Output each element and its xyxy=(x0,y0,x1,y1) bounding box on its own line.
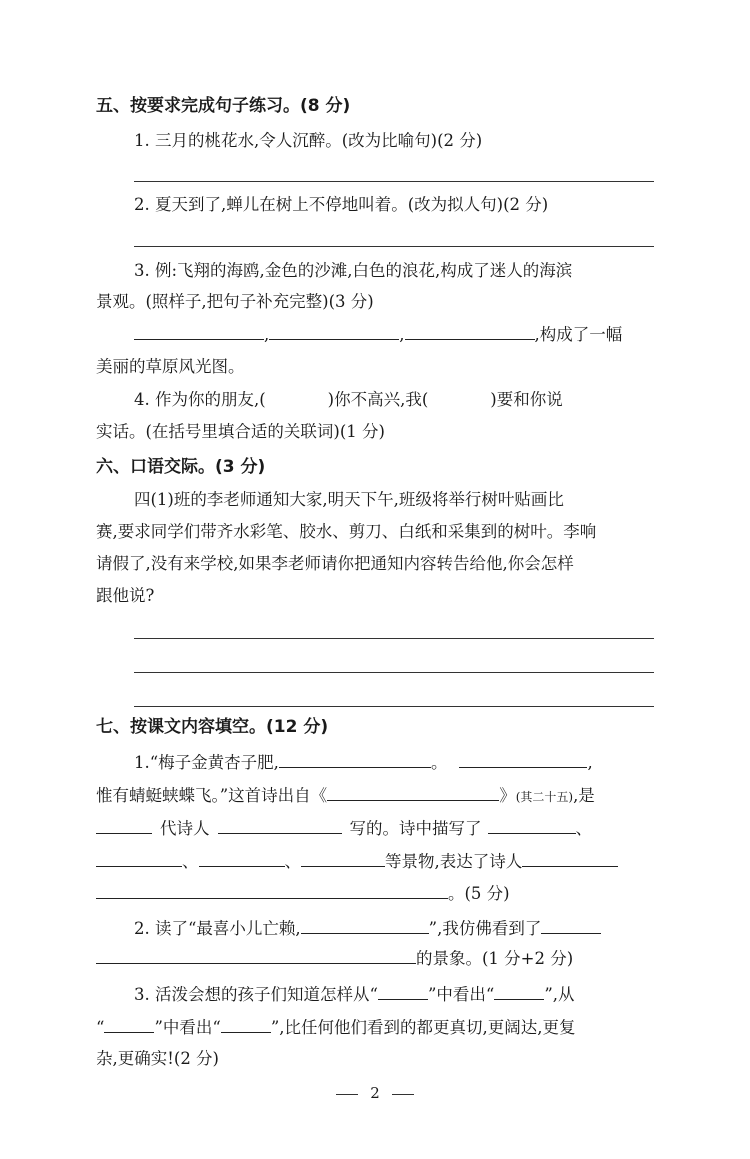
s6-paragraph-line-4: 跟他说? xyxy=(96,586,155,605)
s7-q1-emotion-blank-1[interactable] xyxy=(522,851,618,867)
section-5-title: 五、按要求完成句子练习。(8 分) xyxy=(96,96,351,116)
s7-q1-line-5: 。(5 分) xyxy=(96,883,510,905)
s7-q1-blank-2[interactable] xyxy=(459,752,587,768)
s5-q3-blank-1[interactable] xyxy=(134,324,264,340)
s7-q1-scene-blank-3[interactable] xyxy=(199,851,285,867)
s6-answer-line-1[interactable] xyxy=(134,638,654,639)
s7-q1-emotion-blank-2[interactable] xyxy=(96,883,448,899)
s7-q1-line-4: 、 、 等景物,表达了诗人 xyxy=(96,851,618,873)
s7-q1-dynasty-blank[interactable] xyxy=(96,818,152,834)
s6-answer-line-3[interactable] xyxy=(134,706,654,707)
s5-question-3-line-2: 景观。(照样子,把句子补充完整)(3 分) xyxy=(96,292,374,311)
section-7-title: 七、按课文内容填空。(12 分) xyxy=(96,717,329,737)
s7-q2-blank-1[interactable] xyxy=(301,918,429,934)
s6-paragraph-line-3: 请假了,没有来学校,如果李老师请你把通知内容转告给他,你会怎样 xyxy=(96,554,574,573)
s7-q3-line-3: 杂,更确实!(2 分) xyxy=(96,1049,219,1068)
s5-q3-blank-3[interactable] xyxy=(405,324,535,340)
s5-question-1: 1. 三月的桃花水,令人沉醉。(改为比喻句)(2 分) xyxy=(134,131,483,150)
s7-q2-blank-3[interactable] xyxy=(96,948,416,964)
s5-question-3-line-4: 美丽的草原风光图。 xyxy=(96,357,245,376)
s7-q3-blank-1[interactable] xyxy=(378,984,428,1000)
s5-q3-blank-2[interactable] xyxy=(269,324,399,340)
s7-q1-line-3: 代诗人 写的。诗中描写了 、 xyxy=(96,818,592,840)
s7-q3-blank-3[interactable] xyxy=(104,1017,154,1033)
s5-q2-answer-line[interactable] xyxy=(134,246,654,247)
s7-q1-line-1: 1.“梅子金黄杏子肥, 。 , xyxy=(134,753,593,772)
s7-q2-blank-2[interactable] xyxy=(541,918,601,934)
s7-q3-line-1: 3. 活泼会想的孩子们知道怎样从“ ”中看出“ ”,从 xyxy=(134,985,575,1004)
section-6-title: 六、口语交际。(3 分) xyxy=(96,457,266,477)
dash-right xyxy=(392,1094,414,1095)
s7-q3-blank-2[interactable] xyxy=(494,984,544,1000)
s7-q1-poet-blank[interactable] xyxy=(218,818,342,834)
page-number: 2 xyxy=(0,1084,750,1102)
s5-question-2: 2. 夏天到了,蝉儿在树上不停地叫着。(改为拟人句)(2 分) xyxy=(134,195,549,214)
s5-question-3-line-1: 3. 例:飞翔的海鸥,金色的沙滩,白色的浪花,构成了迷人的海滨 xyxy=(134,261,573,280)
s5-question-4-line-2: 实话。(在括号里填合适的关联词)(1 分) xyxy=(96,422,385,441)
s7-q1-blank-1[interactable] xyxy=(279,752,431,768)
s7-q3-line-2: “ ”中看出“ ”,比任何他们看到的都更真切,更阔达,更复 xyxy=(96,1018,576,1037)
s7-q1-line-2: 惟有蜻蜓蛱蝶飞。”这首诗出自《 》(其二十五),是 xyxy=(96,786,595,805)
s5-q3-fill-row: , , ,构成了一幅 xyxy=(134,324,622,346)
s7-q2-line-1: 2. 读了“最喜小儿亡赖, ”,我仿佛看到了 xyxy=(134,918,601,940)
s6-answer-line-2[interactable] xyxy=(134,672,654,673)
s7-q1-scene-blank-4[interactable] xyxy=(301,851,385,867)
s5-question-4-line-1: 4. 作为你的朋友,( )你不高兴,我( )要和你说 xyxy=(134,390,563,409)
s7-q1-scene-blank-1[interactable] xyxy=(488,818,576,834)
s7-q1-poem-title-blank[interactable] xyxy=(327,785,499,801)
s7-q3-blank-4[interactable] xyxy=(221,1017,271,1033)
s6-paragraph-line-1: 四(1)班的李老师通知大家,明天下午,班级将举行树叶贴画比 xyxy=(134,490,564,509)
s6-paragraph-line-2: 赛,要求同学们带齐水彩笔、胶水、剪刀、白纸和采集到的树叶。李响 xyxy=(96,522,597,541)
dash-left xyxy=(336,1094,358,1095)
s5-q1-answer-line[interactable] xyxy=(134,181,654,182)
s7-q1-scene-blank-2[interactable] xyxy=(96,851,182,867)
s7-q2-line-2: 的景象。(1 分+2 分) xyxy=(96,948,573,970)
